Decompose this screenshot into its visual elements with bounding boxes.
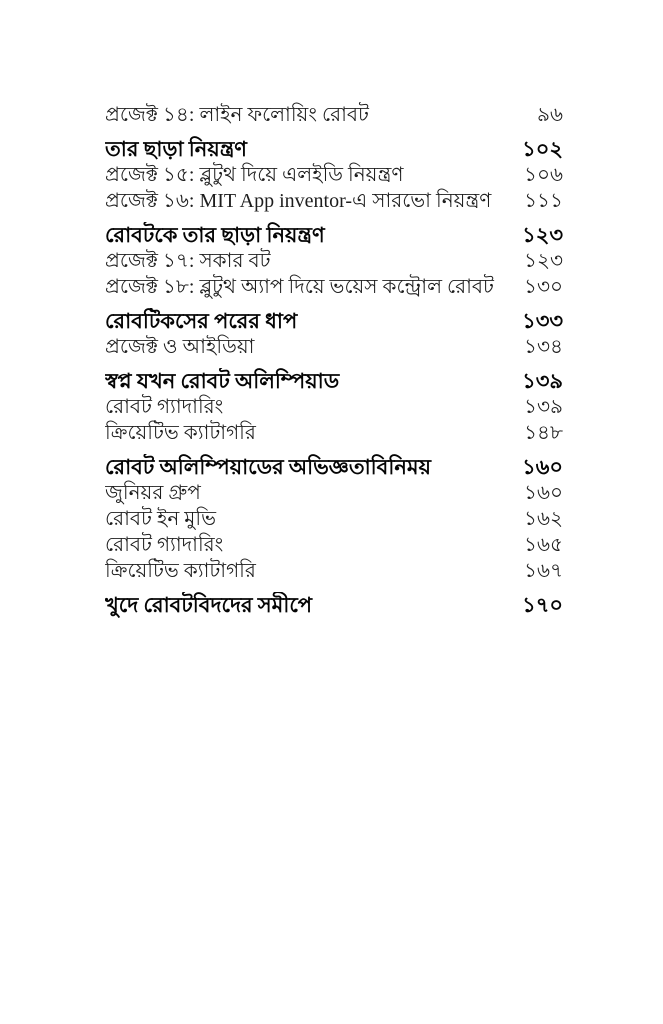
- toc-section-title: রোবটিকসের পরের ধাপ: [105, 309, 298, 333]
- table-of-contents: [105, 102, 563, 618]
- toc-entry-page-number: ১৬৫: [524, 534, 563, 556]
- toc-group: [105, 102, 563, 128]
- toc-entry-label: রোবট গ্যাদারিং: [105, 396, 224, 418]
- toc-entry-page-number: ১৩৯: [524, 396, 563, 418]
- toc-section-page-number: ১৭০: [522, 593, 563, 617]
- toc-section-header: [105, 368, 563, 394]
- toc-section-page-number: ১৩৯: [522, 369, 563, 393]
- toc-section-header: [105, 592, 563, 618]
- toc-section-page-number: ১০২: [522, 137, 563, 161]
- toc-group: [105, 368, 563, 446]
- toc-entry: [105, 334, 563, 360]
- toc-section-title: তার ছাড়া নিয়ন্ত্রণ: [105, 137, 247, 161]
- toc-group: [105, 136, 563, 214]
- toc-entry-page-number: ১০৬: [524, 164, 563, 186]
- toc-entry-label: জুনিয়র গ্রুপ: [105, 482, 201, 504]
- toc-entry: [105, 274, 563, 300]
- toc-entry-label: রোবট ইন মুভি: [105, 508, 217, 530]
- toc-group: [105, 308, 563, 360]
- toc-section-title: স্বপ্ন যখন রোবট অলিম্পিয়াড: [105, 369, 340, 393]
- toc-section-header: [105, 136, 563, 162]
- toc-entry-label: ক্রিয়েটিভ ক্যাটাগরি: [105, 422, 256, 444]
- toc-entry-label: প্রজেক্ট ১৭: সকার বট: [105, 250, 271, 272]
- toc-entry-label: প্রজেক্ট ১৪: লাইন ফলোয়িং রোবট: [105, 104, 369, 126]
- toc-section-page-number: ১২৩: [522, 223, 563, 247]
- toc-group: [105, 454, 563, 584]
- toc-entry: [105, 248, 563, 274]
- toc-entry-label: ক্রিয়েটিভ ক্যাটাগরি: [105, 560, 256, 582]
- toc-entry: [105, 188, 563, 214]
- toc-entry-page-number: ১১১: [524, 190, 563, 212]
- toc-entry-page-number: ১৪৮: [524, 422, 563, 444]
- toc-group: [105, 222, 563, 300]
- toc-entry-label: প্রজেক্ট ১৮: ব্লুটুথ অ্যাপ দিয়ে ভয়েস কন্ট্রোল রোবট: [105, 276, 494, 298]
- toc-section-header: [105, 222, 563, 248]
- toc-group: [105, 592, 563, 618]
- toc-section-header: [105, 308, 563, 334]
- toc-entry: [105, 558, 563, 584]
- toc-entry: [105, 480, 563, 506]
- toc-entry-label: প্রজেক্ট ও আইডিয়া: [105, 336, 255, 358]
- toc-entry-page-number: ১২৩: [524, 250, 563, 272]
- toc-section-header: [105, 454, 563, 480]
- toc-entry-label: প্রজেক্ট ১৬: MIT App inventor-এ সারভো নিয়ন্ত্রণ: [105, 190, 492, 212]
- toc-entry-page-number: ১৬২: [524, 508, 563, 530]
- toc-section-page-number: ১৬০: [522, 455, 563, 479]
- toc-entry: [105, 394, 563, 420]
- toc-entry: [105, 420, 563, 446]
- toc-section-title: খুদে রোবটবিদদের সমীপে: [105, 593, 313, 617]
- toc-entry: [105, 102, 563, 128]
- toc-entry-label: রোবট গ্যাদারিং: [105, 534, 224, 556]
- toc-entry-page-number: ১৬০: [524, 482, 563, 504]
- toc-entry-label: প্রজেক্ট ১৫: ব্লুটুথ দিয়ে এলইডি নিয়ন্ত্রণ: [105, 164, 404, 186]
- toc-entry-page-number: ১৩০: [524, 276, 563, 298]
- toc-entry-page-number: ১৬৭: [524, 560, 563, 582]
- toc-entry: [105, 532, 563, 558]
- toc-section-title: রোবট অলিম্পিয়াডের অভিজ্ঞতাবিনিময়: [105, 455, 431, 479]
- toc-section-page-number: ১৩৩: [522, 309, 563, 333]
- toc-entry-page-number: ৯৬: [537, 104, 563, 126]
- toc-entry-page-number: ১৩৪: [524, 336, 563, 358]
- toc-entry: [105, 162, 563, 188]
- toc-section-title: রোবটকে তার ছাড়া নিয়ন্ত্রণ: [105, 223, 325, 247]
- toc-entry: [105, 506, 563, 532]
